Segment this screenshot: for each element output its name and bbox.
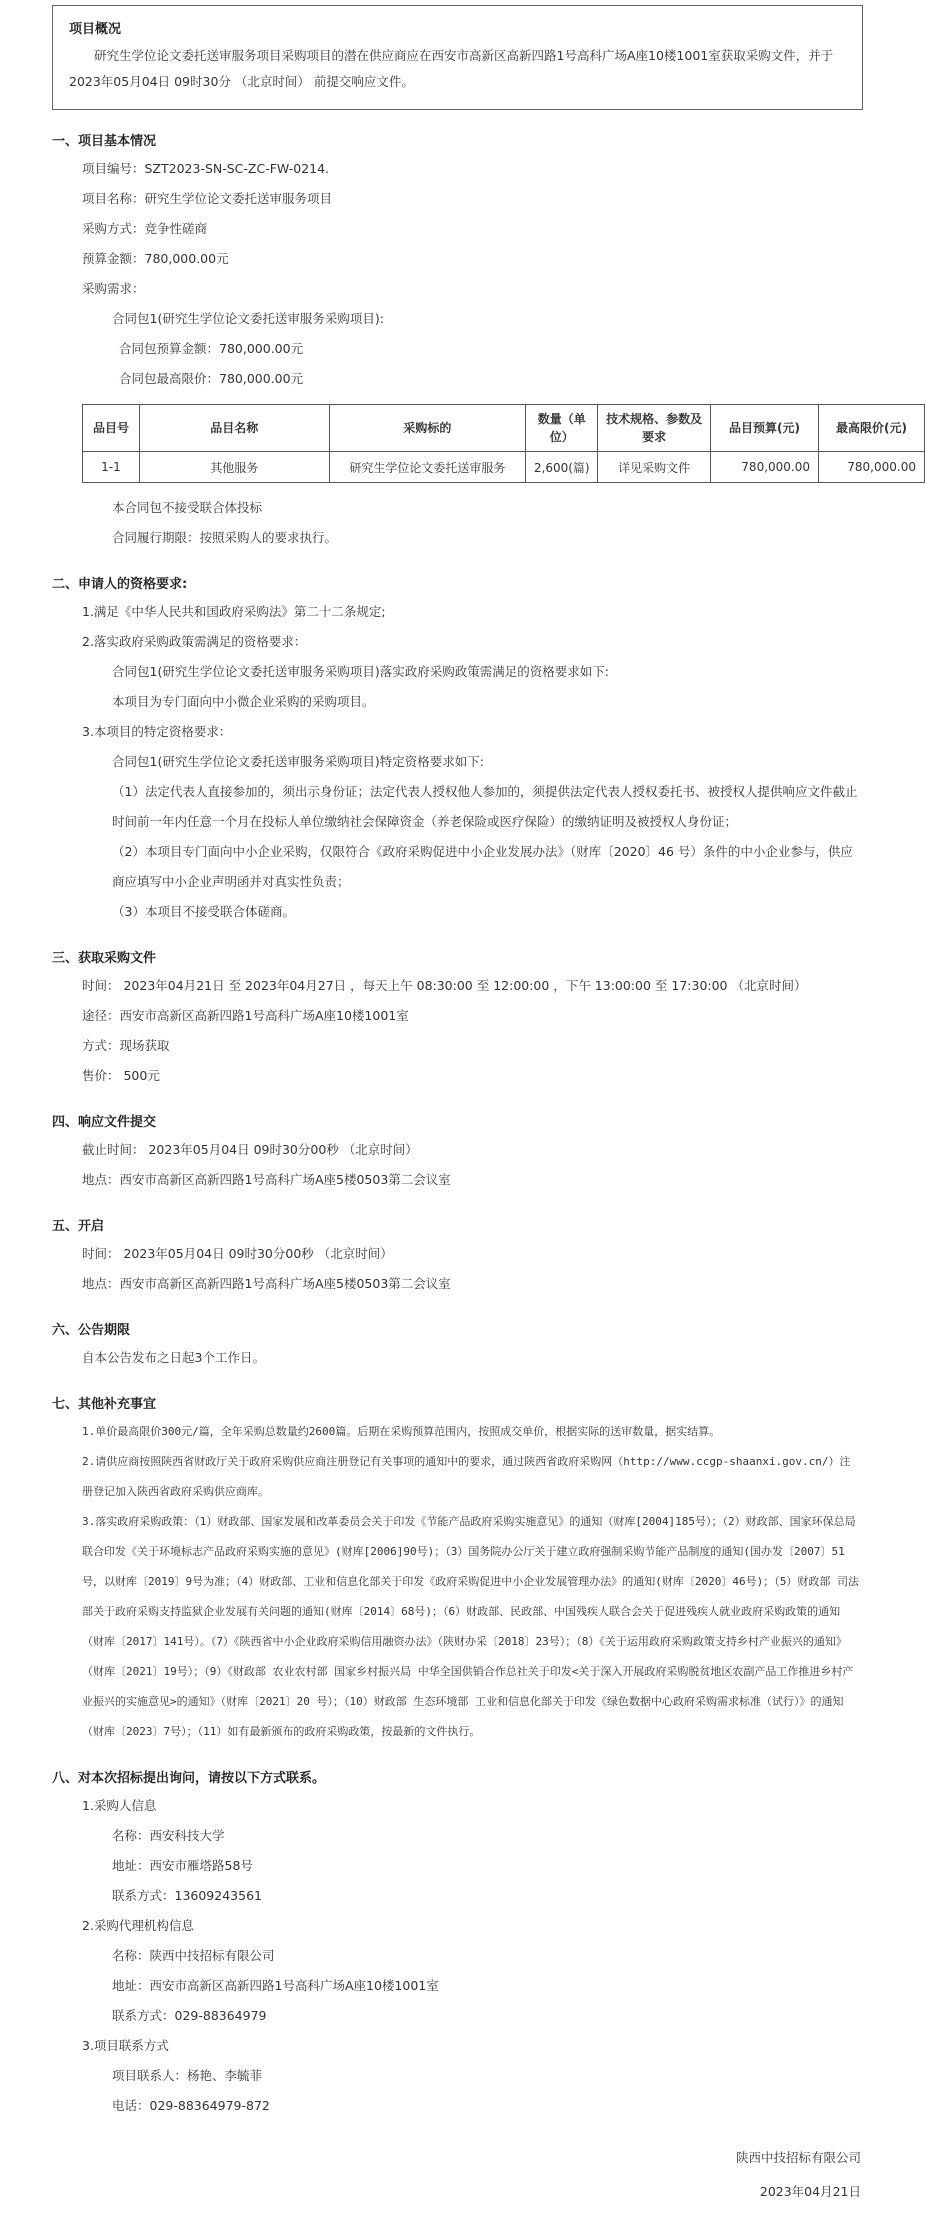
table-cell: 2,600(篇) (526, 452, 598, 483)
table-cell: 780,000.00 (819, 452, 925, 483)
supplement-paragraph: 2.请供应商按照陕西省财政厅关于政府采购供应商注册登记有关事项的通知中的要求，通过陕西省政府采购网（http://www.ccgp-shaanxi.gov.cn/）注册登记加入陕西省政府采购供应商库。 (82, 1455, 851, 1498)
signature-date: 2023年04月21日 (759, 2184, 861, 2199)
budget-amount: 预算金额：780,000.00元 (82, 251, 229, 266)
section-title: 七、其他补充事宜 (52, 1397, 157, 1412)
package-max-price: 合同包最高限价：780,000.00元 (119, 371, 304, 386)
qualification-item: 3.本项目的特定资格要求： (82, 724, 232, 739)
table-header: 数量（单位） (526, 405, 598, 452)
section-basic-info (30, 130, 916, 553)
section-submission (30, 1111, 885, 1195)
section-title: 六、公告期限 (52, 1323, 131, 1338)
obtain-place: 途径：西安市高新区高新四路1号高科广场A座10楼1001室 (82, 1008, 409, 1023)
section-title: 五、开启 (52, 1219, 105, 1234)
overview-title: 项目概况 (69, 22, 122, 37)
contact-group: 3.项目联系方式 (82, 2038, 169, 2053)
qualification-detail: （2）本项目专门面向中小企业采购，仅限符合《政府采购促进中小企业发展办法》（财库〔2020〕46 号）条件的中小企业参与，供应商应填写中小企业声明函并对真实性负责； (112, 844, 853, 889)
section-title: 三、获取采购文件 (52, 951, 157, 966)
supplement-paragraph: 3.落实政府采购政策：（1）财政部、国家发展和改革委员会关于印发《节能产品政府采购实施意见》的通知（财库[2004]185号）；（2）财政部、国家环保总局联合印发《关于环境标志产品政府采购实施的意见》(财库[2006]90号)；（3）国务院办公厅关于建立政府强制采购节能产品制度的通知(国办发〔2007〕51号，以财库〔2019〕9号为准；（4）财政部、工业和信息化部关于印发《政府采购促进中小企业发展管理办法》的通知(财库〔2020〕46号)；（5）财政部 司法部关于政府采购支持监狱企业发展有关问题的通知(财库〔2014〕68号)；（6）财政部、民政部、中国残疾人联合会关于促进残疾人就业政府采购政策的通知（财库〔2017〕141号）。（7）《陕西省中小企业政府采购信用融资办法》（陕财办采〔2018〕23号）；（8）《关于运用政府采购政策支持乡村产业振兴的通知》（财库〔2021〕19号）；（9）《财政部 农业农村部 国家乡村振兴局 中华全国供销合作总社关于印发<关于深入开展政府采购脱贫地区农副产品工作推进乡村产业振兴的实施意见>的通知》（财库〔2021〕20 号）；（10）财政部 生态环境部 工业和信息化部关于印发《绿色数据中心政府采购需求标准（试行）》的通知（财库〔2023〕7号）；（11）如有最新颁布的政府采购政策，按最新的文件执行。 (82, 1515, 859, 1738)
table-header: 品目预算(元) (711, 405, 819, 452)
qualification-item: 2.落实政府采购政策需满足的资格要求： (82, 634, 307, 649)
overview-text: 研究生学位论文委托送审服务项目采购项目的潜在供应商应在西安市高新区高新四路1号高科广场A座10楼1001室获取采购文件，并于 2023年05月04日 09时30分 （北京时间） 前提交响应文件。 (69, 48, 834, 89)
contract-period: 合同履行期限：按照采购人的要求执行。 (112, 530, 338, 545)
section-title: 八、对本次招标提出询问，请按以下方式联系。 (52, 1771, 326, 1786)
table-cell: 详见采购文件 (598, 452, 711, 483)
qualification-item: 1.满足《中华人民共和国政府采购法》第二十二条规定; (82, 604, 386, 619)
overview-box (52, 5, 863, 110)
table-cell: 其他服务 (139, 452, 329, 483)
table-cell: 780,000.00 (711, 452, 819, 483)
table-header: 最高限价(元) (819, 405, 925, 452)
contact-name: 名称：陕西中技招标有限公司 (112, 1948, 275, 1963)
section-qualification (30, 573, 885, 927)
section-title: 四、响应文件提交 (52, 1115, 157, 1130)
project-name: 项目名称：研究生学位论文委托送审服务项目 (82, 191, 333, 206)
contact-address: 地址：西安市雁塔路58号 (112, 1858, 253, 1873)
obtain-price: 售价： 500元 (82, 1068, 160, 1083)
procurement-demand: 采购需求： (82, 281, 145, 296)
section-supplement (30, 1393, 885, 1747)
contact-person: 项目联系人：杨艳、李毓菲 (112, 2068, 263, 2083)
contact-phone: 电话：029-88364979-872 (112, 2098, 270, 2113)
signature-company: 陕西中技招标有限公司 (735, 2150, 861, 2165)
table-row (83, 452, 925, 483)
obtain-time: 时间： 2023年04月21日 至 2023年04月27日 ，每天上午 08:30:00 至 12:00:00 ，下午 13:00:00 至 17:30:00 （北京时间） (82, 978, 807, 993)
section-title: 一、项目基本情况 (52, 134, 157, 149)
procurement-method: 采购方式：竞争性磋商 (82, 221, 208, 236)
table-header: 采购标的 (329, 405, 526, 452)
project-number: 项目编号：SZT2023-SN-SC-ZC-FW-0214. (82, 161, 330, 176)
section-contact (30, 1767, 885, 2121)
table-cell: 研究生学位论文委托送审服务 (329, 452, 526, 483)
announcement-period: 自本公告发布之日起3个工作日。 (82, 1350, 265, 1365)
contact-group: 2.采购代理机构信息 (82, 1918, 194, 1933)
contact-phone: 联系方式：13609243561 (112, 1888, 262, 1903)
section-opening (30, 1215, 885, 1299)
announcement-page (0, 5, 925, 2209)
qualification-detail: 合同包1(研究生学位论文委托送审服务采购项目)特定资格要求如下: (112, 754, 484, 769)
package-budget: 合同包预算金额：780,000.00元 (119, 341, 304, 356)
contact-phone: 联系方式：029-88364979 (112, 2008, 267, 2023)
submission-place: 地点：西安市高新区高新四路1号高科广场A座5楼0503第二会议室 (82, 1172, 451, 1187)
supplement-text (82, 1417, 861, 1747)
table-header-row (83, 405, 925, 452)
section-period (30, 1319, 885, 1373)
table-header: 品目名称 (139, 405, 329, 452)
qualification-detail: 合同包1(研究生学位论文委托送审服务采购项目)落实政府采购政策需满足的资格要求如下: (112, 664, 609, 679)
qualification-detail: （3）本项目不接受联合体磋商。 (112, 904, 295, 919)
section-obtain-docs (30, 947, 885, 1091)
table-header: 品目号 (83, 405, 140, 452)
contact-address: 地址：西安市高新区高新四路1号高科广场A座10楼1001室 (112, 1978, 439, 1993)
section-title: 二、申请人的资格要求: (52, 577, 188, 592)
opening-place: 地点：西安市高新区高新四路1号高科广场A座5楼0503第二会议室 (82, 1276, 451, 1291)
obtain-way: 方式：现场获取 (82, 1038, 170, 1053)
qualification-detail: （1）法定代表人直接参加的，须出示身份证；法定代表人授权他人参加的，须提供法定代表人授权委托书、被授权人提供响应文件截止时间前一年内任意一个月在投标人单位缴纳社会保障资金（养老保险或医疗保险）的缴纳证明及被授权人身份证； (112, 784, 858, 829)
no-joint-bid: 本合同包不接受联合体投标 (112, 500, 263, 515)
qualification-detail: 本项目为专门面向中小微企业采购的采购项目。 (112, 694, 375, 709)
items-table (82, 404, 925, 483)
contract-package: 合同包1(研究生学位论文委托送审服务采购项目): (112, 311, 384, 326)
submission-deadline: 截止时间： 2023年05月04日 09时30分00秒 （北京时间） (82, 1142, 418, 1157)
contact-name: 名称：西安科技大学 (112, 1828, 225, 1843)
table-header: 技术规格、参数及要求 (598, 405, 711, 452)
table-cell: 1-1 (83, 452, 140, 483)
supplement-paragraph: 1.单价最高限价300元/篇，全年采购总数量约2600篇。后期在采购预算范围内，按照成交单价，根据实际的送审数量，据实结算。 (82, 1425, 721, 1438)
opening-time: 时间： 2023年05月04日 09时30分00秒 （北京时间） (82, 1246, 393, 1261)
signature-block (30, 2141, 885, 2209)
contact-group: 1.采购人信息 (82, 1798, 157, 1813)
